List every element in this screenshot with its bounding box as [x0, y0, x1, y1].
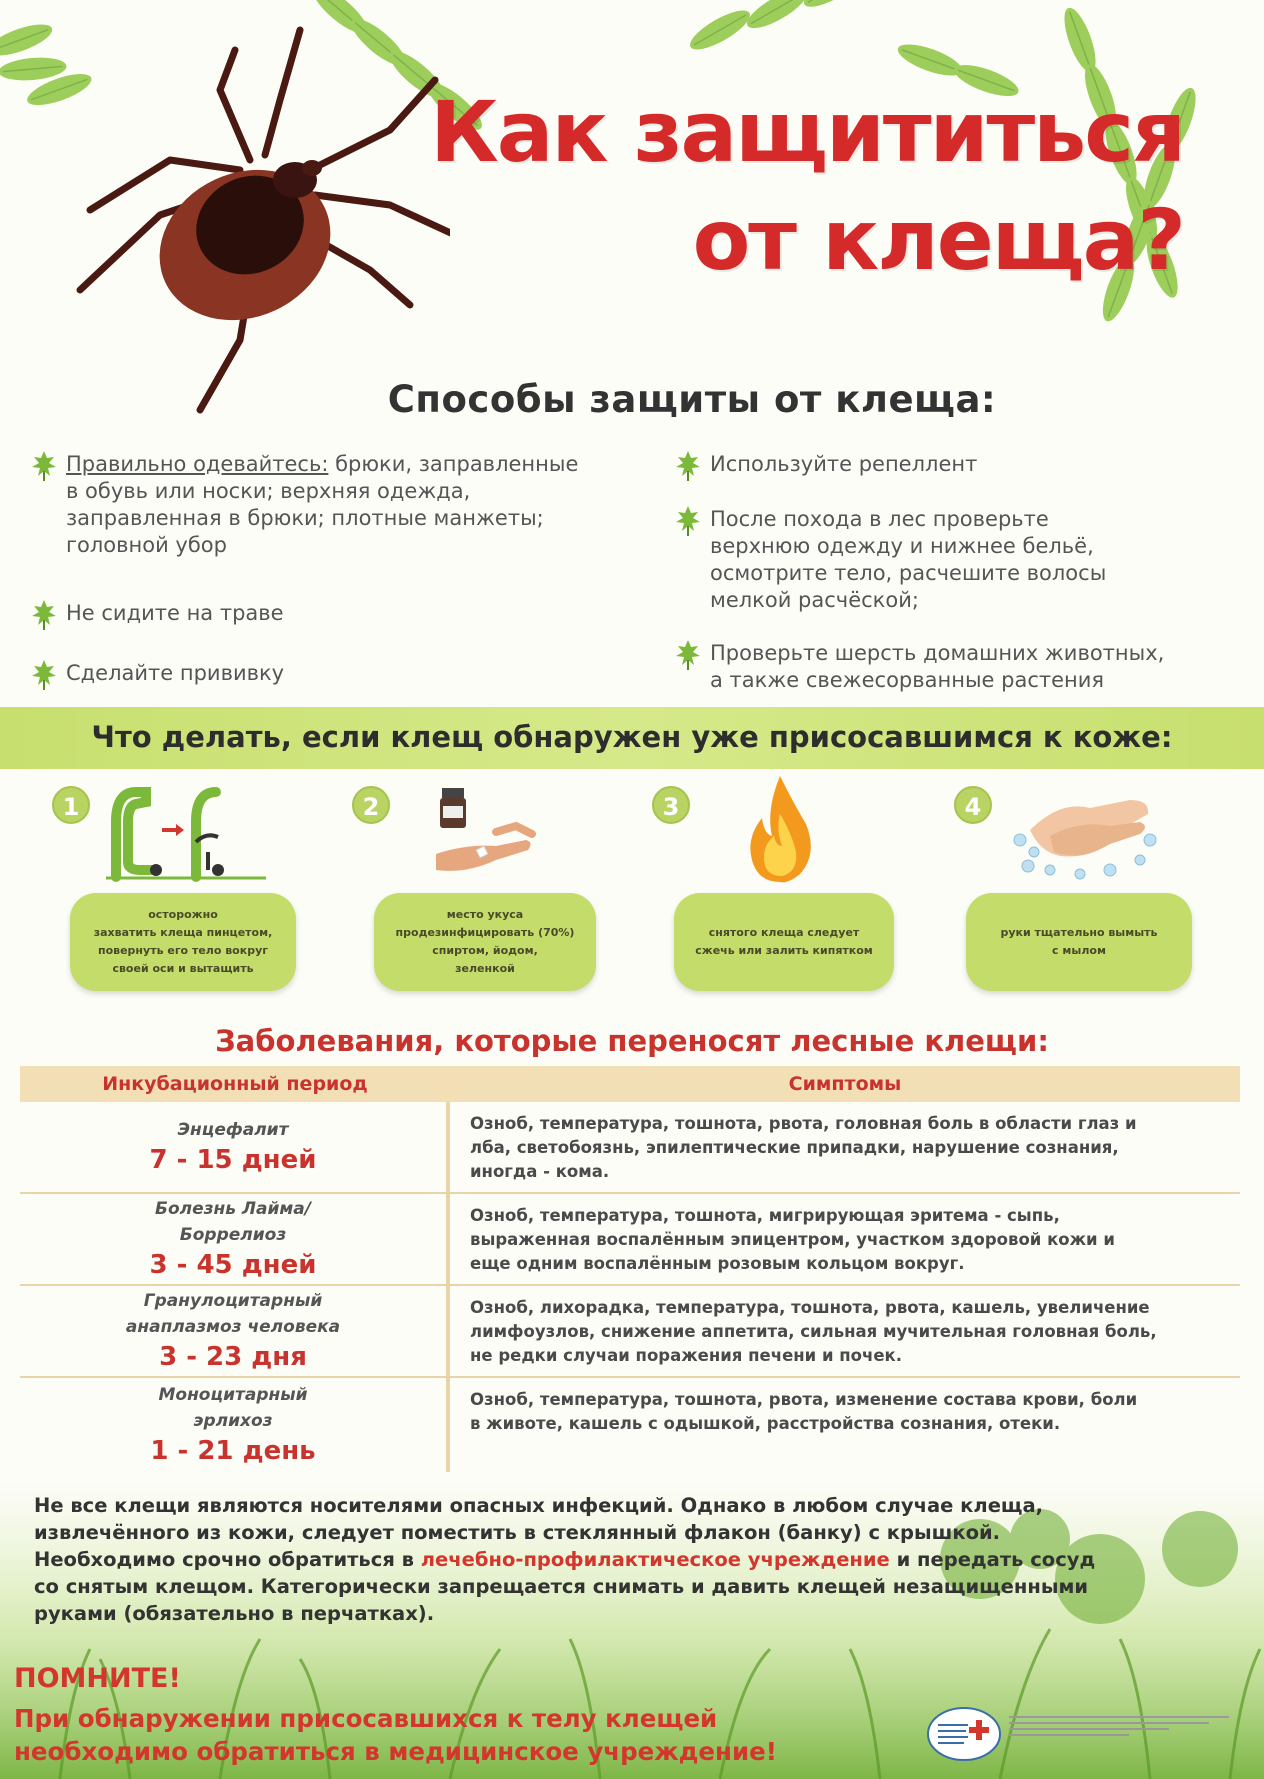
tip-dress-line3: заправленная в брюки; плотные манжеты; — [66, 506, 544, 530]
diseases-table — [20, 1066, 1240, 1472]
disease-name: Болезнь Лайма/ — [155, 1199, 311, 1219]
note-line: Не все клещи являются носителями опасных инфекций. Однако в любом случае клеща, — [34, 1494, 1044, 1517]
protection-title: Способы защиты от клеща: — [387, 378, 997, 421]
disease-period: 3 - 23 дня — [159, 1342, 307, 1372]
disease-name: Моноцитарный — [158, 1385, 308, 1405]
symptoms-line: еще одним воспалённым розовым кольцом вокруг. — [470, 1254, 965, 1273]
symptoms-line: лимфоузлов, снижение аппетита, сильная мучительная головная боль, — [470, 1322, 1157, 1341]
title-line-1: Как защититься — [430, 83, 1184, 181]
title-line-2: от клеща? — [692, 191, 1184, 289]
tip-dress-rest: брюки, заправленные — [328, 452, 579, 476]
remember-text — [14, 1702, 874, 1768]
note-line: руками (обязательно в перчатках). — [34, 1602, 435, 1625]
step-3-line2: сжечь или залить кипятком — [695, 944, 873, 957]
step-4-number: 4 — [954, 786, 992, 824]
fern-leaf-icon — [28, 658, 60, 690]
tip-check-line2: верхнюю одежду и нижнее бельё, — [710, 534, 1094, 558]
disease-symptoms — [450, 1102, 1240, 1192]
step-1-line4: своей оси и вытащить — [112, 962, 254, 975]
symptoms-line: Озноб, температура, тошнота, рвота, головная боль в области глаз и — [470, 1114, 1137, 1133]
step-4-card — [966, 893, 1192, 991]
disease-symptoms — [450, 1286, 1240, 1376]
disease-name-2: Боррелиоз — [179, 1225, 287, 1245]
tip-check-line1: После похода в лес проверьте — [710, 507, 1049, 531]
disease-period: 7 - 15 дней — [149, 1145, 317, 1175]
symptoms-line: Озноб, лихорадка, температура, тошнота, рвота, кашель, увеличение — [470, 1298, 1150, 1317]
remember-line: необходимо обратиться в медицинское учреждение! — [14, 1737, 777, 1766]
tip-dress-line4: головной убор — [66, 533, 227, 557]
symptoms-line: лба, светобоязнь, эпилептические припадки, нарушение сознания, — [470, 1138, 1119, 1157]
step-3-line1: снятого клеща следует — [708, 926, 860, 939]
tip-grass — [28, 600, 284, 630]
tip-dress — [28, 451, 668, 559]
step-2-card — [374, 893, 596, 991]
disease-name-2: эрлихоз — [193, 1411, 273, 1431]
fern-leaf-icon — [672, 504, 704, 536]
symptoms-line: не редки случаи поражения печени и почек. — [470, 1346, 902, 1365]
step-1-line1: осторожно — [148, 908, 218, 921]
symptoms-line: Озноб, температура, тошнота, мигрирующая эритема - сыпь, — [470, 1206, 1060, 1225]
disease-period: 3 - 45 дней — [149, 1250, 317, 1280]
step-1-line2: захватить клеща пинцетом, — [93, 926, 273, 939]
note-line: со снятым клещом. Категорически запрещается снимать и давить клещей незащищенными — [34, 1575, 1089, 1598]
fire-icon — [744, 774, 816, 884]
symptoms-line: в животе, кашель с одышкой, расстройства сознания, отеки. — [470, 1414, 1061, 1433]
step-4-line2: с мылом — [1052, 944, 1106, 957]
organization-logo — [920, 1700, 1250, 1766]
disease-name: Энцефалит — [177, 1120, 289, 1140]
tip-check-line4: мелкой расчёской; — [710, 588, 919, 612]
tip-dress-underlined: Правильно одевайтесь: — [66, 452, 329, 476]
disease-name: Гранулоцитарный — [143, 1291, 323, 1311]
step-1-number: 1 — [52, 786, 90, 824]
iodine-bottle-icon — [436, 784, 536, 884]
tip-grass-text: Не сидите на траве — [66, 601, 284, 625]
note-highlight: лечебно-профилактическое учреждение — [420, 1548, 890, 1571]
tip-repellent-text: Используйте репеллент — [710, 452, 978, 476]
step-4-line1: руки тщательно вымыть — [1000, 926, 1158, 939]
diseases-title: Заболевания, которые переносят лесные клещи: — [215, 1024, 1049, 1058]
col-symptoms: Симптомы — [788, 1073, 902, 1095]
note-line — [34, 1546, 1164, 1573]
tip-vaccine-text: Сделайте прививку — [66, 661, 285, 685]
symptoms-line: Озноб, температура, тошнота, рвота, изменение состава крови, боли — [470, 1390, 1138, 1409]
step-2-line3: спиртом, йодом, — [432, 944, 538, 957]
logo-fine-print — [1004, 1714, 1254, 1754]
table-row — [20, 1286, 1240, 1378]
step-1-card — [70, 893, 296, 991]
step-2-line4: зеленкой — [455, 962, 515, 975]
note-text: Необходимо срочно обратиться в — [34, 1548, 421, 1571]
hand-washing-icon — [1010, 790, 1160, 880]
table-row — [20, 1102, 1240, 1194]
fern-leaf-icon — [672, 638, 704, 670]
remember-line: При обнаружении присосавшихся к телу клещей — [14, 1704, 718, 1733]
tip-vaccine — [28, 660, 284, 690]
disease-period: 1 - 21 день — [150, 1436, 316, 1466]
symptoms-line: выраженная воспалённым эпицентром, участком здоровой кожи и — [470, 1230, 1115, 1249]
tip-check-line3: осмотрите тело, расчешите волосы — [710, 561, 1107, 585]
todo-title: Что делать, если клещ обнаружен уже присосавшимся к коже: — [91, 720, 1173, 754]
tip-pets — [672, 640, 1252, 694]
tweezers-icon — [106, 782, 266, 882]
step-2-number: 2 — [352, 786, 390, 824]
symptoms-line: иногда - кома. — [470, 1162, 610, 1181]
step-3-number: 3 — [652, 786, 690, 824]
tip-repellent — [672, 451, 977, 481]
logo-icon — [926, 1706, 1002, 1762]
step-1-line3: повернуть его тело вокруг — [97, 944, 269, 957]
step-2-line2: продезинфицировать (70%) — [395, 926, 575, 939]
tip-check — [672, 506, 1232, 614]
table-row — [20, 1378, 1240, 1472]
step-2-line1: место укуса — [446, 908, 524, 921]
col-incubation: Инкубационный период — [102, 1073, 368, 1095]
fern-leaf-icon — [672, 449, 704, 481]
note-line: извлечённого из кожи, следует поместить в стеклянный флакон (банку) с крышкой. — [34, 1521, 1001, 1544]
warning-note — [34, 1492, 1164, 1627]
table-row — [20, 1194, 1240, 1286]
disease-name-2: анаплазмоз человека — [125, 1317, 341, 1337]
step-3-card — [674, 893, 894, 991]
tip-dress-line2: в обувь или носки; верхняя одежда, — [66, 479, 471, 503]
tip-pets-line1: Проверьте шерсть домашних животных, — [710, 641, 1165, 665]
remember-title: ПОМНИТЕ! — [14, 1663, 181, 1694]
diseases-table-header — [20, 1066, 1240, 1102]
page-title — [424, 78, 1184, 294]
disease-symptoms — [450, 1378, 1240, 1472]
disease-symptoms — [450, 1194, 1240, 1284]
fern-leaf-icon — [28, 598, 60, 630]
tick-illustration — [50, 20, 450, 420]
tip-pets-line2: а также свежесорванные растения — [710, 668, 1105, 692]
note-text: и передать сосуд — [889, 1548, 1096, 1571]
fern-leaf-icon — [28, 449, 60, 481]
